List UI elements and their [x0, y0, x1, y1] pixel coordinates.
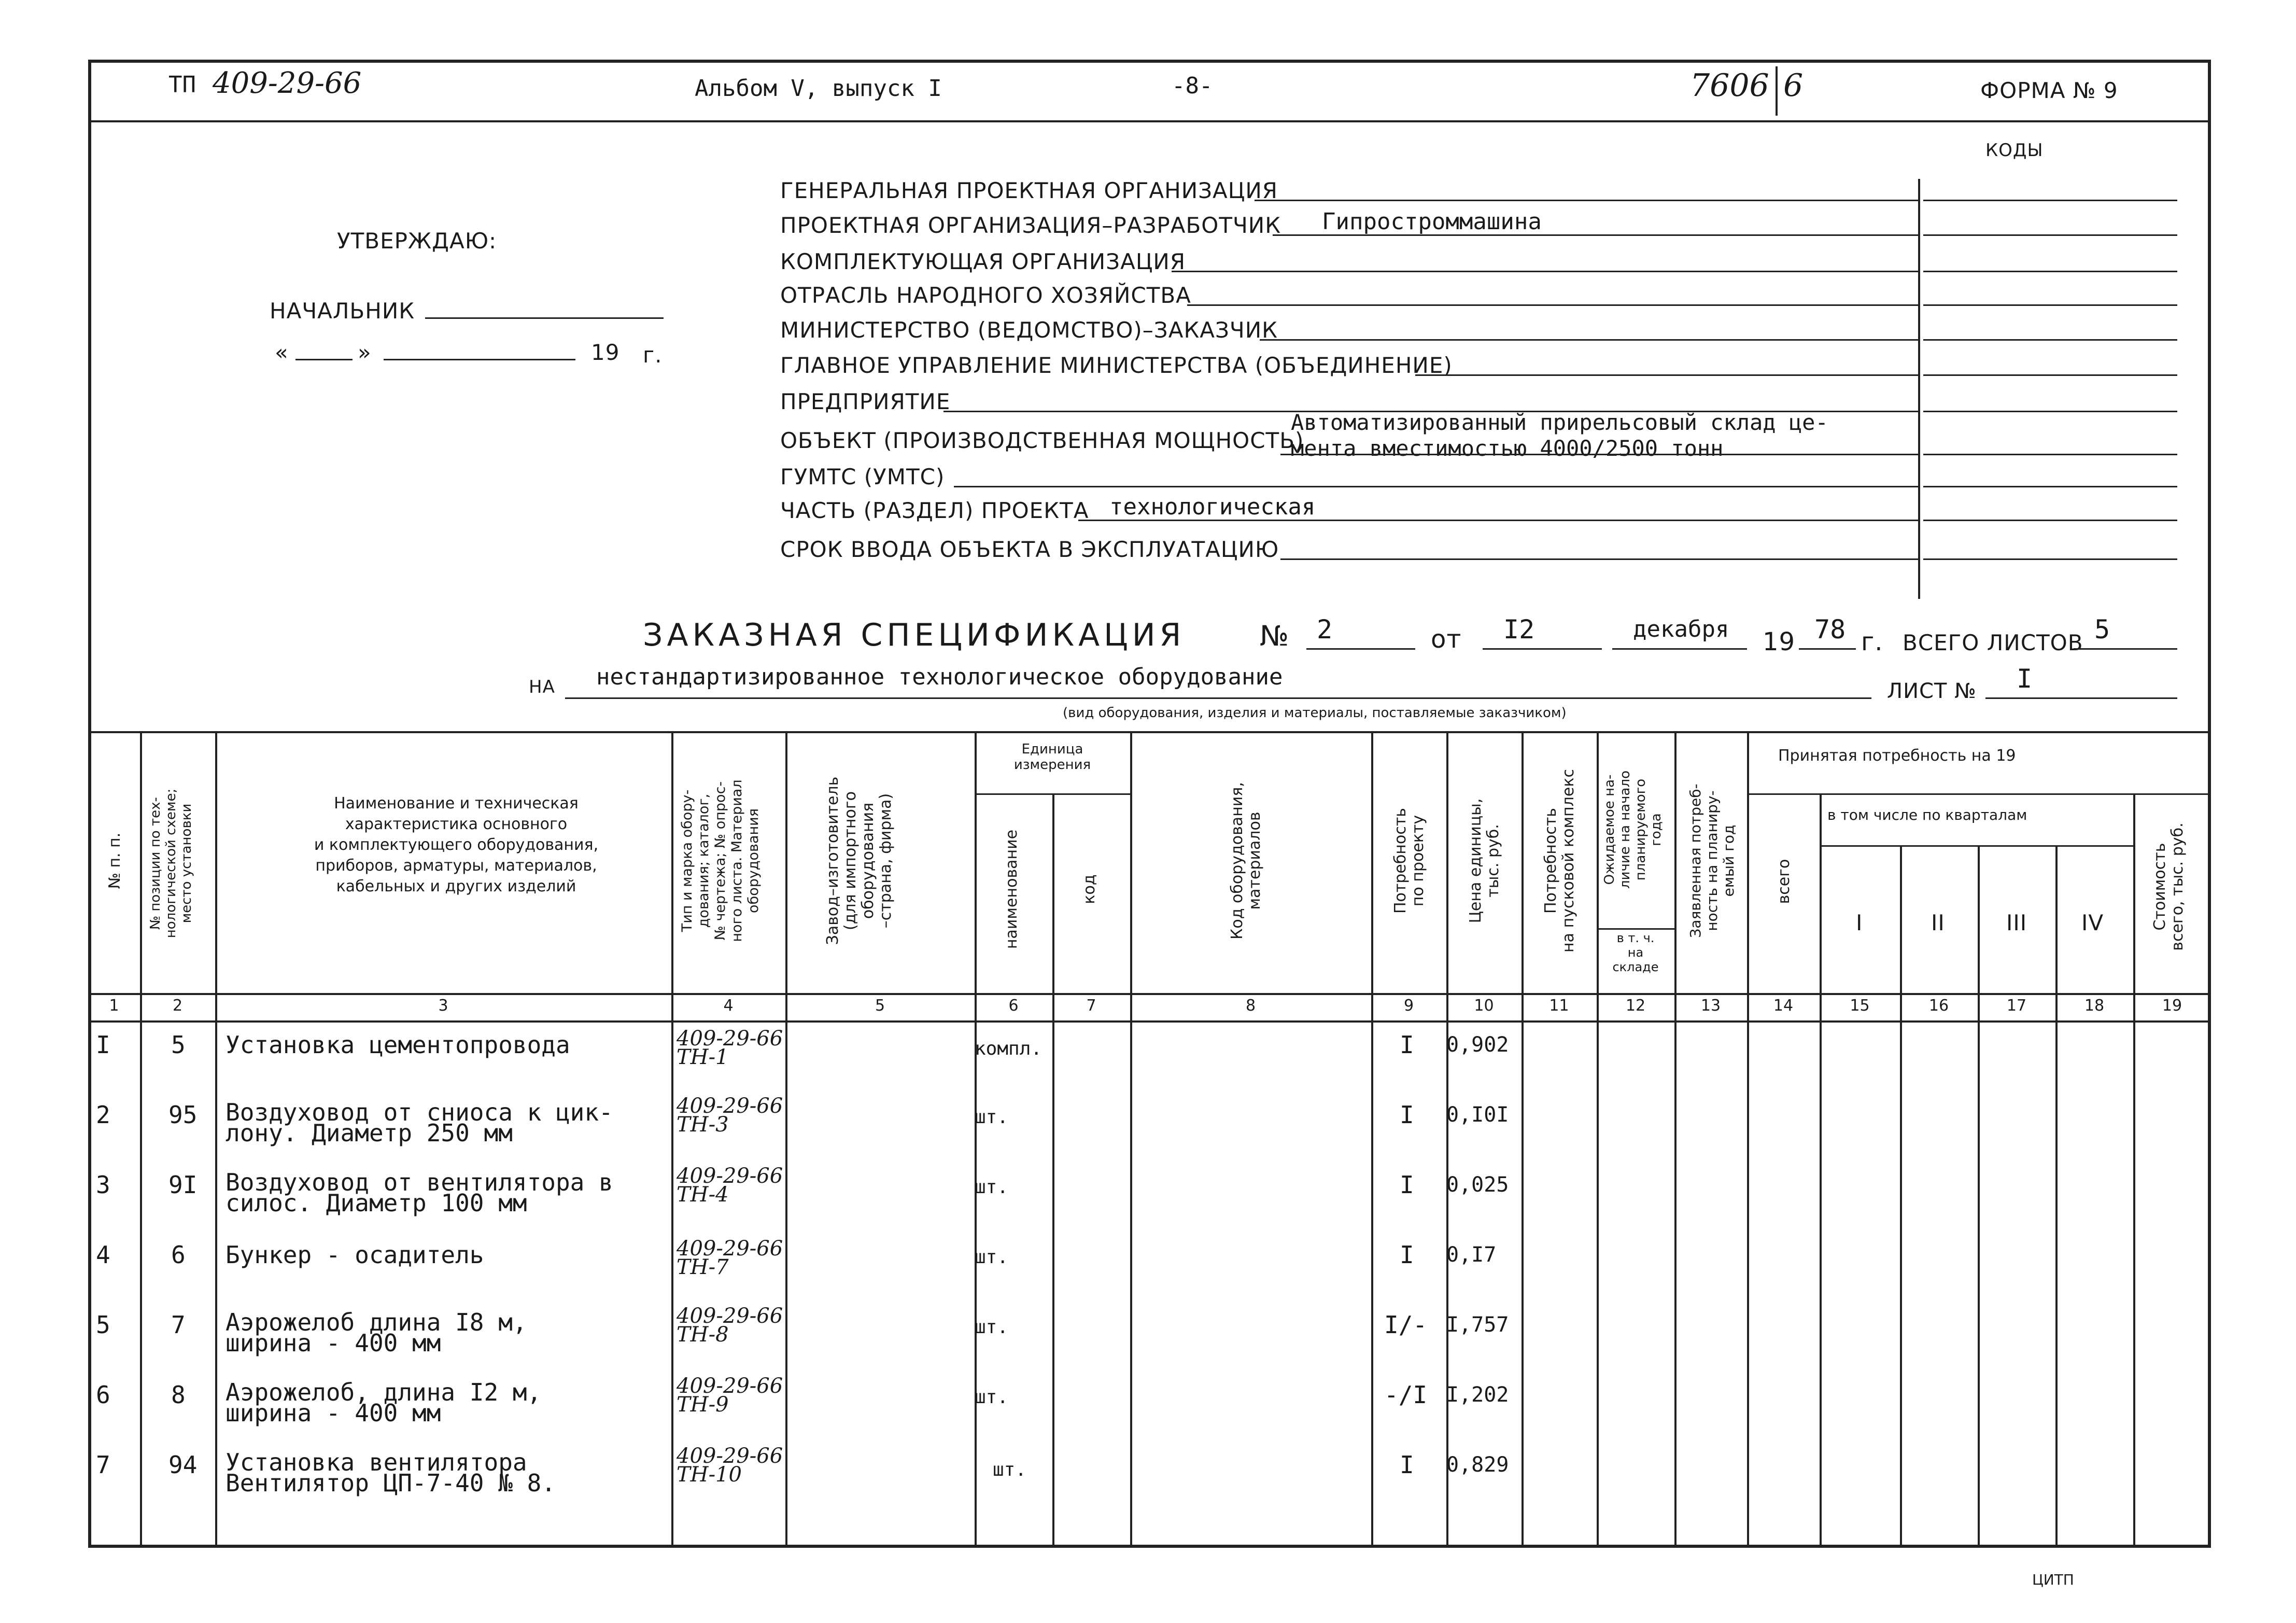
col-header-3: Наименование и техническая характеристика основного и комплектующего оборудования, приборов, арматуры, материалов, кабельных и других изделий	[314, 794, 599, 896]
col-number-13: 13	[1700, 997, 1721, 1015]
spec-no-label: №	[1260, 620, 1290, 652]
col-header-q2: II	[1931, 910, 1945, 935]
field-enterprise-line	[943, 411, 1918, 412]
col-number-1: 1	[109, 997, 119, 1015]
row-qty: I	[1400, 1031, 1414, 1059]
code-line-9	[1923, 486, 2177, 487]
col-header-12: Ожидаемое на- личие на начало планируемого года	[1602, 771, 1664, 889]
col-number-16: 16	[1928, 997, 1949, 1015]
col-line-8	[1371, 731, 1373, 1548]
doc-divider	[1776, 66, 1778, 116]
date-month-line	[384, 359, 575, 360]
row-position: 94	[168, 1451, 198, 1479]
row-position: 7	[171, 1311, 186, 1339]
col-number-6: 6	[1008, 997, 1019, 1015]
col-header-6: наименование	[1003, 829, 1021, 949]
field-object-value: мента вместимостью 4000/2500 тонн	[1291, 436, 1724, 461]
col-number-2: 2	[172, 997, 183, 1015]
year-suffix: г.	[643, 342, 663, 368]
page-number: -8-	[1172, 73, 1213, 99]
field-gumts-label: ГУМТС (УМТС)	[780, 464, 945, 489]
row-price: 0,829	[1446, 1453, 1509, 1477]
col-number-15: 15	[1850, 997, 1870, 1015]
spec-day-line	[1483, 648, 1602, 650]
field-gumts-line	[954, 486, 1918, 487]
col-line-7	[1130, 731, 1132, 1548]
col-number-18: 18	[2084, 997, 2105, 1015]
approve-title: УТВЕРЖДАЮ:	[337, 228, 497, 254]
code-line-4	[1923, 304, 2177, 306]
row-number: 4	[96, 1241, 110, 1269]
col-line-18	[2133, 793, 2135, 1548]
col-line-9	[1446, 731, 1448, 1548]
row-type: 409-29-66 ТН-3	[677, 1094, 783, 1137]
spec-title: ЗАКАЗНАЯ СПЕЦИФИКАЦИЯ	[643, 617, 1186, 653]
row-unit: шт.	[975, 1177, 1009, 1198]
chief-label: НАЧАЛЬНИК	[270, 298, 415, 324]
col-header-q4: IV	[2081, 910, 2104, 935]
row-unit: шт.	[975, 1317, 1009, 1338]
col-header-2: № позиции по тех- нологической схеме; место установки	[148, 788, 194, 939]
row-position: 8	[171, 1381, 186, 1409]
field-industry-label: ОТРАСЛЬ НАРОДНОГО ХОЗЯЙСТВА	[780, 283, 1191, 308]
row-type: 409-29-66 ТН-8	[677, 1304, 783, 1347]
spec-from-label: от	[1431, 625, 1462, 654]
spec-sheet-value: I	[2017, 664, 2033, 694]
col-header-accepted: Принятая потребность на 19	[1778, 747, 2016, 765]
col-number-9: 9	[1403, 997, 1414, 1015]
field-completing-org-label: КОМПЛЕКТУЮЩАЯ ОРГАНИЗАЦИЯ	[780, 249, 1186, 274]
row-unit: компл.	[975, 1038, 1043, 1059]
sheet-suffix: 6	[1783, 67, 1804, 104]
code-line-11	[1923, 558, 2177, 560]
column-number-top-line	[88, 993, 2211, 995]
spec-year-value: 78	[1814, 614, 1846, 645]
code-line-2	[1923, 234, 2177, 236]
row-position: 95	[168, 1101, 198, 1129]
codes-label: КОДЫ	[1985, 140, 2044, 161]
col-line-14	[1820, 793, 1822, 1548]
spec-on-label: НА	[529, 677, 555, 697]
row-price: I,202	[1446, 1383, 1509, 1407]
col-header-5: Завод–изготовитель (для импортного оборудования –страна, фирма)	[824, 776, 895, 945]
row-unit: шт.	[993, 1459, 1027, 1480]
col-header-19: Стоимость всего, тыс. руб.	[2151, 822, 2187, 951]
tp-prefix: ТП	[168, 72, 196, 98]
form-number: ФОРМА № 9	[1980, 78, 2118, 103]
stock-subheader-line	[1597, 928, 1674, 930]
field-object-line	[1280, 454, 1918, 455]
chief-signature-line	[425, 317, 664, 319]
row-position: 9I	[168, 1171, 198, 1199]
field-developer-label: ПРОЕКТНАЯ ОРГАНИЗАЦИЯ–РАЗРАБОТЧИК	[780, 213, 1281, 238]
doc-number: 7606	[1690, 67, 1769, 104]
code-line-8	[1923, 454, 2177, 455]
field-deadline-label: СРОК ВВОДА ОБЪЕКТА В ЭКСПЛУАТАЦИЮ	[780, 537, 1279, 562]
col-line-13	[1747, 731, 1749, 1548]
spec-month-line	[1612, 648, 1747, 650]
row-price: 0,025	[1446, 1173, 1509, 1197]
row-qty: I/-	[1384, 1311, 1428, 1339]
col-header-unit: Единица измерения	[1013, 741, 1091, 773]
col-number-3: 3	[438, 997, 448, 1015]
table-top-line	[88, 731, 2211, 733]
date-close: »	[358, 340, 372, 365]
row-price: 0,I0I	[1446, 1103, 1509, 1127]
spec-day: I2	[1503, 614, 1535, 645]
field-main-dept-label: ГЛАВНОЕ УПРАВЛЕНИЕ МИНИСТЕРСТВА (ОБЪЕДИНЕНИЕ)	[780, 353, 1453, 378]
code-line-3	[1923, 271, 2177, 272]
code-line-10	[1923, 520, 2177, 521]
col-line-6	[1052, 793, 1054, 1548]
col-header-12b: в т. ч. на складе	[1612, 931, 1659, 974]
col-header-8: Код оборудования, материалов	[1228, 782, 1264, 940]
row-qty: I	[1400, 1101, 1414, 1129]
row-type: 409-29-66 ТН-7	[677, 1237, 783, 1279]
spec-year-line	[1799, 648, 1856, 650]
header-divider	[88, 120, 2211, 122]
row-price: 0,I7	[1446, 1243, 1497, 1267]
row-unit: шт.	[975, 1247, 1009, 1268]
field-deadline-line	[1280, 558, 1918, 560]
row-name: Воздуховод от сниоса к цик- лону. Диаметр 250 мм	[226, 1098, 613, 1147]
spec-total-line	[2074, 648, 2177, 650]
row-name: Установка вентилятора Вентилятор ЦП-7-40 № 8.	[226, 1448, 556, 1497]
col-line-15	[1900, 845, 1902, 1548]
col-line-17	[2055, 845, 2058, 1548]
spec-month: декабря	[1633, 616, 1729, 642]
col-number-17: 17	[2006, 997, 2027, 1015]
col-header-q1: I	[1856, 910, 1863, 935]
row-number: 7	[96, 1451, 110, 1479]
col-number-14: 14	[1773, 997, 1794, 1015]
col-number-4: 4	[723, 997, 734, 1015]
field-part-value: технологическая	[1109, 494, 1316, 520]
row-unit: шт.	[975, 1107, 1009, 1128]
col-line-4	[785, 731, 787, 1548]
spec-sheet-line	[1985, 697, 2177, 699]
album-info: Альбом V, выпуск I	[695, 75, 942, 102]
year-label: 19	[591, 340, 620, 365]
col-line-5	[975, 731, 977, 1548]
row-name: Аэрожелоб, длина I2 м, ширина - 400 мм	[226, 1378, 542, 1427]
code-line-6	[1923, 374, 2177, 376]
field-main-dept-line	[1415, 374, 1918, 376]
quarters-subheader-line	[1820, 845, 2133, 847]
row-name: Аэрожелоб длина I8 м, ширина - 400 мм	[226, 1308, 527, 1357]
field-object-label: ОБЪЕКТ (ПРОИЗВОДСТВЕННАЯ МОЩНОСТЬ)	[780, 428, 1304, 453]
row-type: 409-29-66 ТН-1	[677, 1027, 783, 1069]
col-line-2	[215, 731, 217, 1548]
col-header-1: № п. п.	[106, 832, 124, 889]
col-line-11	[1597, 731, 1599, 1548]
field-part-line	[1078, 520, 1918, 521]
row-name: Воздуховод от вентилятора в силос. Диаметр 100 мм	[226, 1168, 613, 1217]
col-number-12: 12	[1625, 997, 1646, 1015]
row-position: 6	[171, 1241, 186, 1269]
col-header-13: Заявленная потреб- ность на планиру- емый год	[1687, 783, 1737, 938]
footer-mark: ЦИТП	[2032, 1571, 2074, 1588]
code-line-5	[1923, 339, 2177, 341]
row-type: 409-29-66 ТН-10	[677, 1444, 783, 1487]
col-line-3	[671, 731, 673, 1548]
spec-subject-line	[565, 697, 1871, 699]
col-line-1	[140, 731, 142, 1548]
col-line-10	[1522, 731, 1524, 1548]
row-number: I	[96, 1031, 110, 1059]
codes-divider	[1918, 179, 1920, 599]
field-industry-line	[1187, 304, 1918, 306]
col-line-12	[1674, 731, 1677, 1548]
col-number-10: 10	[1474, 997, 1494, 1015]
field-ministry-line	[1260, 339, 1918, 341]
field-enterprise-value: Автоматизированный прирельсовый склад це-	[1291, 410, 1828, 435]
date-open: «	[275, 340, 289, 365]
spec-subject-hint: (вид оборудования, изделия и материалы, поставляемые заказчиком)	[1063, 705, 1567, 721]
row-number: 5	[96, 1311, 110, 1339]
row-price: I,757	[1446, 1313, 1509, 1337]
row-price: 0,902	[1446, 1033, 1509, 1057]
col-header-9: Потребность по проекту	[1391, 808, 1427, 914]
row-qty: I	[1400, 1451, 1414, 1479]
col-line-16	[1978, 845, 1980, 1548]
col-number-7: 7	[1086, 997, 1096, 1015]
row-qty: -/I	[1384, 1381, 1428, 1409]
row-type: 409-29-66 ТН-9	[677, 1374, 783, 1417]
tp-number: 409-29-66	[213, 66, 362, 100]
field-developer-value: Гипростроммашина	[1322, 208, 1542, 235]
date-day-line	[295, 359, 353, 360]
row-qty: I	[1400, 1241, 1414, 1269]
col-number-8: 8	[1245, 997, 1256, 1015]
spec-total-label: ВСЕГО ЛИСТОВ	[1903, 630, 2083, 655]
field-ministry-label: МИНИСТЕРСТВО (ВЕДОМСТВО)–ЗАКАЗЧИК	[780, 317, 1278, 343]
spec-no-value: 2	[1317, 614, 1333, 645]
row-unit: шт.	[975, 1387, 1009, 1408]
row-name: Установка цементопровода	[226, 1031, 570, 1059]
spec-no-line	[1306, 648, 1415, 650]
code-line-7	[1923, 411, 2177, 412]
row-qty: I	[1400, 1171, 1414, 1199]
col-header-14: всего	[1775, 859, 1793, 904]
field-completing-org-line	[1172, 271, 1918, 272]
col-header-4: Тип и марка обору- дования; каталог, № чертежа; № опрос- ного листа. Материал оборудования	[679, 779, 762, 942]
col-header-q3: III	[2006, 910, 2027, 935]
spec-year-prefix: 19	[1763, 627, 1796, 656]
row-type: 409-29-66 ТН-4	[677, 1164, 783, 1207]
spec-subject: нестандартизированное технологическое оборудование	[596, 664, 1283, 690]
col-number-5: 5	[875, 997, 885, 1015]
code-line-1	[1923, 200, 2177, 201]
col-number-11: 11	[1549, 997, 1569, 1015]
row-position: 5	[171, 1031, 186, 1059]
field-general-org-line	[1255, 200, 1918, 201]
accepted-subheader-line	[1747, 793, 2211, 795]
field-developer-line	[1273, 234, 1918, 236]
col-header-quarters: в том числе по кварталам	[1827, 806, 2027, 823]
row-number: 6	[96, 1381, 110, 1409]
spec-sheet-label: ЛИСТ №	[1887, 679, 1977, 703]
field-enterprise-label: ПРЕДПРИЯТИЕ	[780, 389, 951, 414]
column-number-bottom-line	[88, 1020, 2211, 1023]
row-number: 2	[96, 1101, 110, 1129]
col-number-19: 19	[2162, 997, 2182, 1015]
spec-total-value: 5	[2094, 614, 2110, 645]
col-header-10: Цена единицы, тыс. руб.	[1467, 798, 1502, 924]
col-header-11: Потребность на пусковой комплекс	[1542, 769, 1577, 953]
field-general-org-label: ГЕНЕРАЛЬНАЯ ПРОЕКТНАЯ ОРГАНИЗАЦИЯ	[780, 178, 1278, 203]
row-number: 3	[96, 1171, 110, 1199]
row-name: Бункер - осадитель	[226, 1241, 484, 1269]
col-header-7: код	[1080, 874, 1098, 904]
field-part-label: ЧАСТЬ (РАЗДЕЛ) ПРОЕКТА	[780, 498, 1089, 523]
spec-year-suffix: г.	[1861, 627, 1883, 656]
